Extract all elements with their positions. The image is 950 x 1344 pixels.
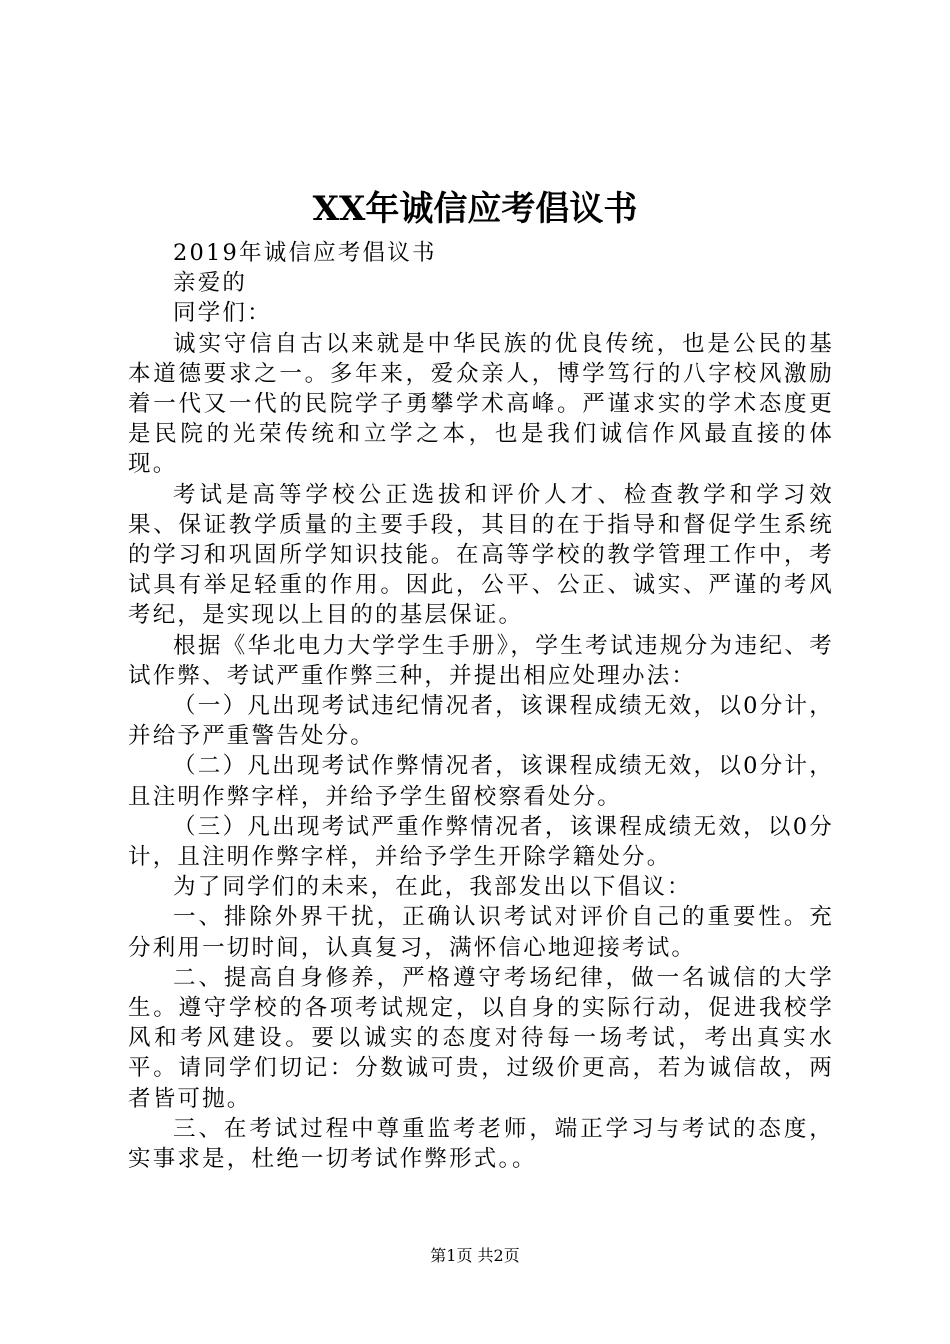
paragraph-subtitle: 2019年诚信应考倡议书 xyxy=(173,240,437,266)
document-body xyxy=(128,238,834,1174)
paragraph-proposal-2: 二、提高自身修养，严格遵守考场纪律，做一名诚信的大学生。遵守学校的各项考试规定，以自身的实际行动，促进我校学风和考风建设。要以诚实的态度对待每一场考试，考出真实水平。请同学们切记：分数诚可贵，过级价更高，若为诚信故，两者皆可抛。 xyxy=(128,964,834,1112)
paragraph-rule-3: （三）凡出现考试严重作弊情况者，该课程成绩无效，以0分计，且注明作弊字样，并给予学生开除学籍处分。 xyxy=(128,813,834,871)
document-title: XX年诚信应考倡议书 xyxy=(312,189,638,229)
paragraph-proposal-3: 三、在考试过程中尊重监考老师，端正学习与考试的态度，实事求是，杜绝一切考试作弊形式。。 xyxy=(128,1115,834,1173)
paragraph-rule-2: （二）凡出现考试作弊情况者，该课程成绩无效，以0分计，且注明作弊字样，并给予学生留校察看处分。 xyxy=(128,753,834,810)
paragraph-regulations: 根据《华北电力大学学生手册》，学生考试违规分为违纪、考试作弊、考试严重作弊三种，并提出相应处理办法： xyxy=(128,632,834,689)
paragraph-rule-1: （一）凡出现考试违纪情况者，该课程成绩无效，以0分计，并给予严重警告处分。 xyxy=(128,693,834,750)
paragraph-exam-purpose: 考试是高等学校公正选拔和评价人才、检查教学和学习效果、保证教学质量的主要手段，其目的在于指导和督促学生系统的学习和巩固所学知识技能。在高等学校的教学管理工作中，考试具有举足轻重的作用。因此，公平、公正、诚实、严谨的考风考纪，是实现以上目的的基层保证。 xyxy=(128,481,834,629)
paragraph-proposal-intro: 为了同学们的未来，在此，我部发出以下倡议： xyxy=(173,874,692,901)
paragraph-salutation-2: 同学们： xyxy=(173,300,272,327)
paragraph-proposal-1: 一、排除外界干扰，正确认识考试对评价自己的重要性。充分利用一切时间，认真复习，满怀信心地迎接考试。 xyxy=(128,904,834,961)
paragraph-salutation-1: 亲爱的 xyxy=(173,270,248,297)
paragraph-intro: 诚实守信自古以来就是中华民族的优良传统，也是公民的基本道德要求之一。多年来，爱众亲人，博学笃行的八字校风激励着一代又一代的民院学子勇攀学术高峰。严谨求实的学术态度更是民院的光荣传统和立学之本，也是我们诚信作风最直接的体现。 xyxy=(128,330,834,478)
page-footer: 第1页 共2页 xyxy=(430,1246,520,1265)
